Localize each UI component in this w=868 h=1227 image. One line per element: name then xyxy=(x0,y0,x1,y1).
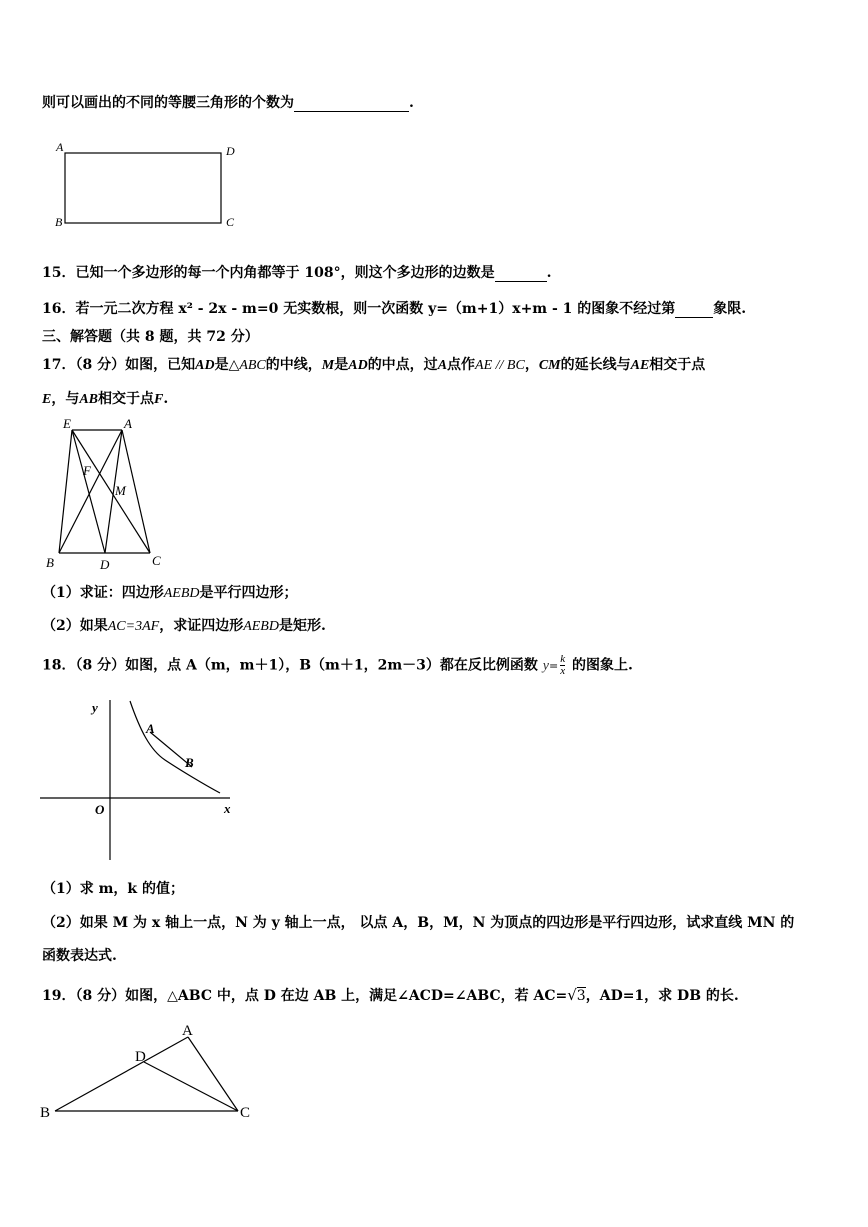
q18-x: x xyxy=(560,665,566,677)
q17-intersect: 相交于点 xyxy=(649,357,706,373)
q17-ext: 的延长线与 xyxy=(560,357,631,373)
q17-sub2-c: ，求证四边形 xyxy=(159,618,244,634)
label-c: C xyxy=(240,1105,251,1121)
seg-dc xyxy=(144,1062,238,1111)
q18-y: y xyxy=(542,658,549,674)
q18-eq: = xyxy=(548,659,559,673)
seg-ac xyxy=(188,1037,238,1111)
q15-end: . xyxy=(546,265,552,281)
label-o: O xyxy=(95,802,105,817)
q17-line-1 xyxy=(42,354,705,374)
seg-ac xyxy=(122,430,150,553)
q14-line xyxy=(42,92,414,112)
q18-fraction xyxy=(560,654,565,677)
figure-19 xyxy=(38,1015,278,1125)
seg-ec xyxy=(72,430,150,553)
hyperbola-curve xyxy=(130,701,220,793)
q17-head: 17．（8 分）如图，已知 xyxy=(42,357,196,373)
q17-yu: ，与 xyxy=(51,391,80,407)
label-c: C xyxy=(226,215,235,229)
q19-head: 19．（8 分）如图，△ABC 中，点 D 在边 AB 上，满足∠ACD=∠ABC，若 AC= xyxy=(42,988,568,1004)
q17-sub2-e: 是矩形. xyxy=(278,618,326,634)
q17-a: A xyxy=(437,358,448,373)
q18-sub-2b: 函数表达式. xyxy=(42,948,117,964)
label-a: A xyxy=(56,140,64,154)
q17-ad: AD xyxy=(195,358,215,373)
q14-blank[interactable] xyxy=(294,95,409,112)
q17-sub1-c: 是平行四边形； xyxy=(199,585,298,601)
label-a: A xyxy=(182,1023,193,1039)
q14-end: . xyxy=(409,95,414,111)
q16-blank[interactable] xyxy=(675,301,713,318)
q18-line xyxy=(42,654,633,677)
label-m: M xyxy=(115,483,126,498)
label-d: D xyxy=(226,144,235,158)
q17-comma: ， xyxy=(524,357,539,373)
label-c: C xyxy=(152,553,161,568)
q17-midpoint: 的中点，过 xyxy=(367,357,438,373)
seg-eb xyxy=(59,430,72,553)
q17-m: M xyxy=(321,358,335,373)
seg-ab xyxy=(59,430,122,553)
label-f: F xyxy=(83,463,91,478)
label-b: B xyxy=(40,1105,51,1121)
label-b: B xyxy=(46,555,54,570)
q17-ad2: AD xyxy=(348,358,368,373)
q19-tail: ，AD=1，求 DB 的长. xyxy=(585,988,739,1004)
q17-period: . xyxy=(163,391,169,407)
q19-sqrt-value: 3 xyxy=(576,988,586,1004)
figure-18 xyxy=(40,695,260,865)
q17-cm: CM xyxy=(538,358,561,373)
label-a: A xyxy=(124,416,132,431)
q16-text: 16．若一元二次方程 x² - 2x - m=0 无实数根，则一次函数 y=（m+1）x+m - 1 的图象不经过第 xyxy=(42,301,676,317)
q17-sub-2 xyxy=(42,615,326,635)
q17-intersect2: 相交于点 xyxy=(98,391,155,407)
q14-text: 则可以画出的不同的等腰三角形的个数为 xyxy=(42,95,294,111)
q17-triangle: △ABC xyxy=(228,358,266,373)
q16-line xyxy=(42,298,746,318)
q17-shi: 是 xyxy=(214,357,229,373)
section-3-title: 三、解答题（共 8 题，共 72 分） xyxy=(42,329,259,345)
label-y: y xyxy=(92,700,98,715)
q17-sub2-a: （2）如果 xyxy=(42,618,108,634)
q18-k: k xyxy=(560,653,566,665)
q17-sub-1 xyxy=(42,582,298,602)
q17-sub1-b: AEBD xyxy=(163,586,200,601)
label-e: E xyxy=(63,416,71,431)
rectangle-abcd xyxy=(65,153,221,223)
sqrt-symbol: √ xyxy=(567,986,577,1004)
q18-sub-2: （2）如果 M 为 x 轴上一点，N 为 y 轴上一点， 以点 A，B，M，N 为顶点的四边形是平行四边形，试求直线 MN 的 xyxy=(42,915,795,931)
q17-sub2-b: AC=3AF xyxy=(107,619,160,634)
q17-median: 的中线， xyxy=(265,357,322,373)
q17-e: E xyxy=(42,392,52,407)
q17-ab: AB xyxy=(79,392,99,407)
q17-sub1-a: （1）求证：四边形 xyxy=(42,585,164,601)
figure-17 xyxy=(40,412,180,572)
label-b: B xyxy=(55,215,63,229)
label-d: D xyxy=(100,557,110,572)
q17-sub2-d: AEBD xyxy=(243,619,279,634)
seg-ed xyxy=(72,430,105,553)
q15-text: 15．已知一个多边形的每一个内角都等于 108°，则这个多边形的边数是 xyxy=(42,265,495,281)
q15-line xyxy=(42,262,551,282)
label-a: A xyxy=(146,721,155,736)
label-b: B xyxy=(185,755,194,770)
q18-tail: 的图象上. xyxy=(571,657,633,674)
q17-f: F xyxy=(154,392,164,407)
q17-ae: AE xyxy=(630,358,650,373)
q17-shi2: 是 xyxy=(334,357,349,373)
q16-end: 象限. xyxy=(713,301,747,317)
q17-parallel: AE // BC xyxy=(475,358,525,373)
q17-line-2 xyxy=(42,388,168,408)
rectangle-figure xyxy=(52,140,252,230)
label-x: x xyxy=(224,801,231,816)
q19-line xyxy=(42,985,739,1005)
q18-head: 18．（8 分）如图，点 A（m，m＋1），B（m＋1，2m－3）都在反比例函数 xyxy=(42,657,538,674)
q15-blank[interactable] xyxy=(495,265,547,282)
label-d: D xyxy=(135,1049,146,1065)
q18-sub-1: （1）求 m，k 的值； xyxy=(42,881,185,897)
q17-zuo: 点作 xyxy=(447,357,476,373)
